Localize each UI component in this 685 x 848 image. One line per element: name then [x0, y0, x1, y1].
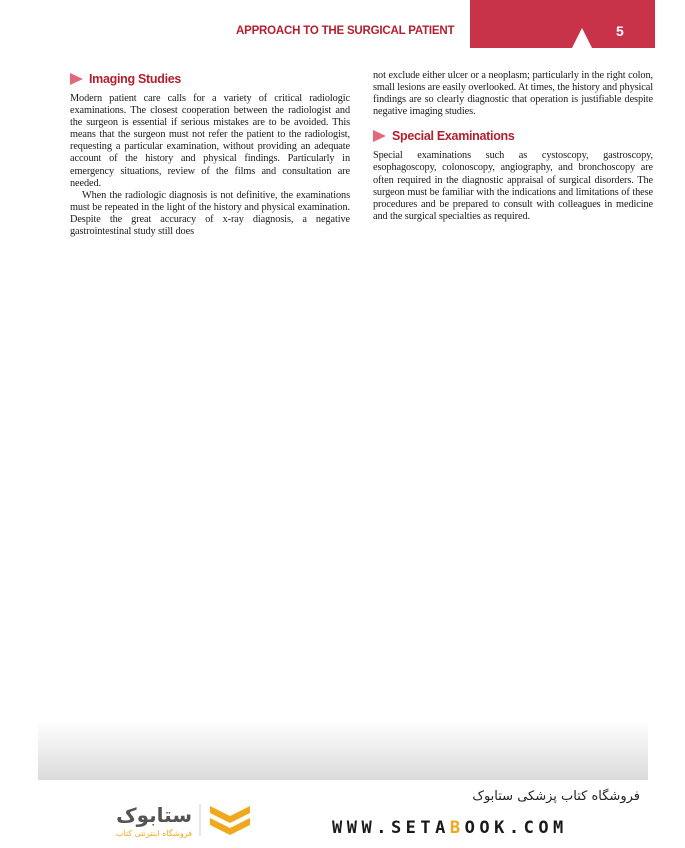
store-website-link[interactable]: WWW.SETABOOK.COM [332, 818, 568, 838]
imaging-paragraph-1: Modern patient care calls for a variety of critical radiologic examinations. The closest cooperation between the radiologist and the surgeon is essential if serious mistakes are to be avoided. This means that the surgeon must not refer the patient to the radiologist, requesting a particular examination, without providing an adequate account of the history and physical findings. Particularly in emergency situations, review of the films and consultation are needed. [70, 93, 350, 189]
store-name: فروشگاه کتاب پزشکی ستابوک [472, 789, 640, 804]
logo-tagline: فروشگاه اینترنتی کتاب [115, 829, 192, 838]
imaging-paragraph-2: When the radiologic diagnosis is not definitive, the examinations must be repeated in the light of the history and physical examination. Despite the great accuracy of x-ray diagnosis, a negative gastrointestinal study still does [70, 189, 350, 238]
left-column [70, 70, 350, 238]
page-number: 5 [616, 23, 624, 39]
section-title: Imaging Studies [89, 72, 182, 86]
imaging-paragraph-2-continued: not exclude either ulcer or a neoplasm; particularly in the right colon, small lesions are easily overlooked. At times, the history and physical findings are so clearly diagnostic that operation is justifiable despite negative imaging studies. [373, 70, 654, 118]
running-header-title: APPROACH TO THE SURGICAL PATIENT [236, 25, 455, 37]
setabook-logo [60, 800, 300, 840]
page-tab-notch [572, 28, 592, 48]
section-title: Special Examinations [392, 129, 515, 144]
section-heading-imaging [70, 72, 350, 86]
page-number-tab [470, 0, 655, 48]
logo-chevron-icon [210, 806, 250, 835]
section-heading-special [373, 129, 653, 143]
right-column [373, 70, 653, 223]
section-marker-icon [70, 73, 83, 85]
logo-text: ستابوک [116, 803, 192, 827]
section-marker-icon [373, 130, 386, 142]
page-bottom-shadow [38, 720, 648, 780]
special-paragraph: Special examinations such as cystoscopy, gastroscopy, esophagoscopy, colonoscopy, angiography, and bronchoscopy are often required in the diagnostic appraisal of surgical disorders. The surgeon must be familiar with the indications and limitations of these procedures and be prepared to consult with colleagues in medicine and the surgical specialties as required. [373, 150, 653, 222]
